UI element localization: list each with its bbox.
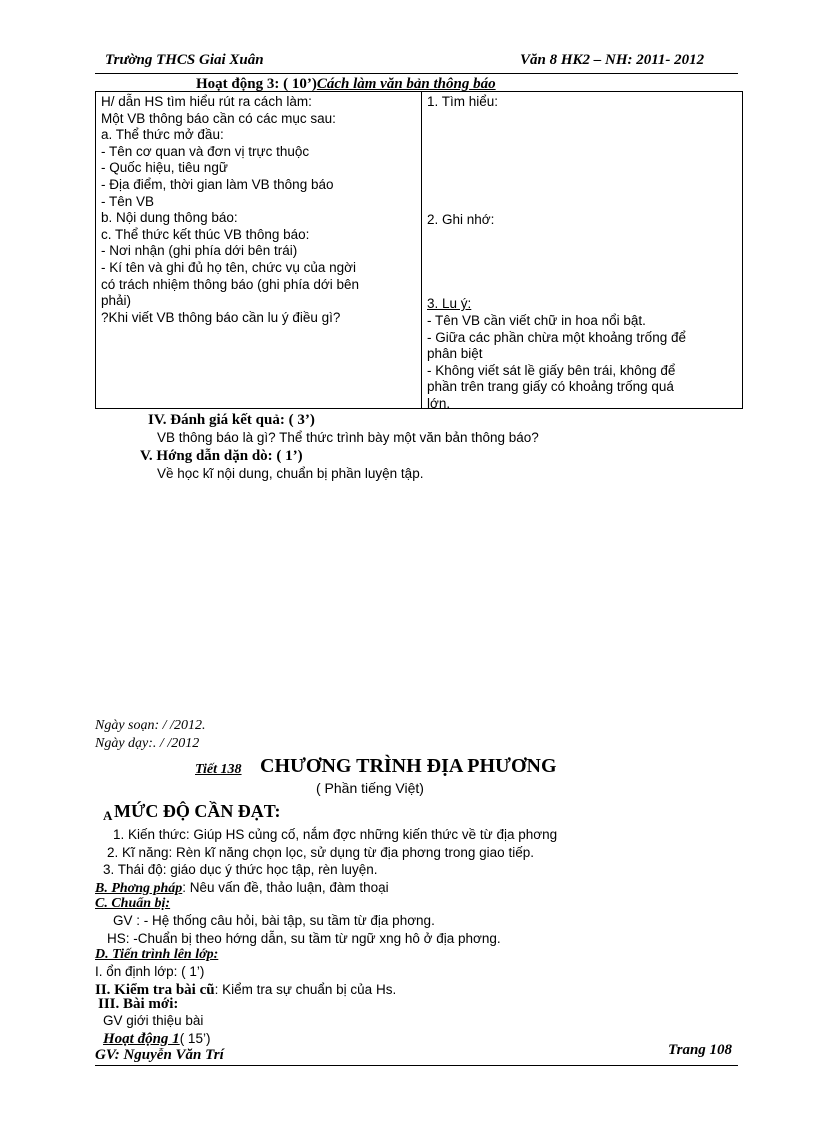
table-right-item-3-title: 3. Lu ý:	[427, 296, 472, 311]
table-right-note-line: phân biệt	[427, 346, 483, 361]
activity1-label: Hoạt động 1	[103, 1031, 180, 1047]
table-right-note-line: phần trên trang giấy có khoảng trống quá	[427, 379, 674, 394]
table-left-line: có trách nhiệm thông báo (ghi phía dới bên	[101, 276, 360, 292]
footer-divider	[95, 1065, 738, 1066]
table-column-divider	[421, 91, 422, 409]
section-c-gv: GV : - Hệ thống câu hỏi, bài tập, su tầm từ địa phơng.	[113, 913, 435, 928]
table-left-line: - Quốc hiệu, tiêu ngữ	[101, 160, 228, 176]
page-number: Trang 108	[668, 1042, 733, 1058]
table-right-item-1: 1. Tìm hiểu:	[427, 94, 499, 109]
section-a-item-2: 2. Kĩ năng: Rèn kĩ năng chọn lọc, sử dụng từ địa phơng trong giao tiếp.	[107, 845, 534, 860]
section-a-letter: A	[103, 808, 113, 823]
section-d-item-2-text: : Kiểm tra sự chuẩn bị của Hs.	[214, 982, 397, 997]
section-c-hs: HS: -Chuẩn bị theo hớng dẫn, su tầm từ ngữ xng hô ở địa phơng.	[107, 931, 501, 946]
table-right-note-line: lớn.	[427, 395, 451, 411]
table-right-note-line: - Giữa các phần chừa một khoảng trống để	[427, 329, 686, 345]
eval-title: IV. Đánh giá kết quả: ( 3’)	[148, 412, 315, 428]
table-left-line: a. Thể thức mở đầu:	[101, 127, 224, 143]
table-right-item-2: 2. Ghi nhớ:	[427, 212, 495, 227]
guide-text: Về học kĩ nội dung, chuẩn bị phần luyện tập.	[157, 466, 424, 481]
section-d-intro: GV giới thiệu bài	[103, 1013, 204, 1028]
lesson-subtitle: ( Phần tiếng Việt)	[316, 780, 424, 796]
table-left-line: b. Nội dung thông báo:	[101, 210, 238, 226]
table-right-note-line: - Tên VB cần viết chữ in hoa nổi bật.	[427, 313, 646, 328]
activity3-title: Cách làm văn bản thông báo	[316, 76, 496, 92]
section-d-item-1: I. ổn định lớp: ( 1’)	[95, 964, 205, 979]
table-left-line: phải)	[101, 293, 132, 309]
table-left-line: ?Khi viết VB thông báo cần lu ý điều gì?	[101, 309, 341, 325]
section-d-item-3: III. Bài mới:	[98, 996, 179, 1012]
section-b	[95, 879, 389, 897]
table-right-note-line: - Không viết sát lề giấy bên trái, không để	[427, 362, 676, 378]
table-left-line: H/ dẫn HS tìm hiểu rút ra cách làm:	[101, 94, 312, 109]
lesson-title: CHƯƠNG TRÌNH ĐỊA PHƯƠNG	[260, 755, 557, 777]
activity1-time: ( 15’)	[179, 1031, 211, 1046]
guide-title: V. Hớng dẫn dặn dò: ( 1’)	[140, 448, 303, 464]
date-prepared: Ngày soạn: / /2012.	[95, 718, 206, 733]
table-left-line: - Nơi nhận (ghi phía dới bên trái)	[101, 243, 298, 259]
table-left-line: - Kí tên và ghi đủ họ tên, chức vụ của ngời	[101, 260, 357, 275]
course-info: Văn 8 HK2 – NH: 2011- 2012	[520, 52, 705, 68]
teacher-name: GV: Nguyễn Văn Trí	[95, 1047, 224, 1063]
section-c-label: C. Chuẩn bị:	[95, 896, 171, 911]
section-d-item-2-label: II. Kiểm tra bài cũ	[95, 982, 215, 998]
section-d-activity1	[103, 1030, 210, 1048]
section-a-title: MỨC ĐỘ CẦN ĐẠT:	[114, 801, 281, 821]
table-left-line: Một VB thông báo cần có các mục sau:	[101, 110, 336, 126]
table-left-line: - Tên VB	[101, 193, 155, 209]
section-a-item-3: 3. Thái độ: giáo dục ý thức học tập, rèn luyện.	[103, 862, 378, 877]
lesson-number: Tiết 138	[195, 762, 242, 777]
section-a-item-1: 1. Kiến thức: Giúp HS củng cố, nắm đợc những kiến thức về từ địa phơng	[113, 827, 558, 842]
section-b-text: : Nêu vấn đề, thảo luận, đàm thoại	[182, 880, 389, 895]
table-left-line: - Tên cơ quan và đơn vị trực thuộc	[101, 143, 310, 159]
school-name: Trường THCS Giai Xuân	[105, 52, 264, 68]
section-b-label: B. Phơng pháp	[95, 881, 183, 896]
date-taught: Ngày dạy:. / /2012	[95, 736, 200, 751]
activity3-label: Hoạt động 3: ( 10’)	[196, 76, 317, 92]
table-left-line: - Địa điểm, thời gian làm VB thông báo	[101, 177, 334, 192]
header-divider	[95, 73, 738, 74]
section-d-label: D. Tiến trình lên lớp:	[95, 947, 219, 962]
eval-text: VB thông báo là gì? Thể thức trình bày một văn bản thông báo?	[157, 430, 539, 445]
table-left-line: c. Thể thức kết thúc VB thông báo:	[101, 226, 310, 242]
